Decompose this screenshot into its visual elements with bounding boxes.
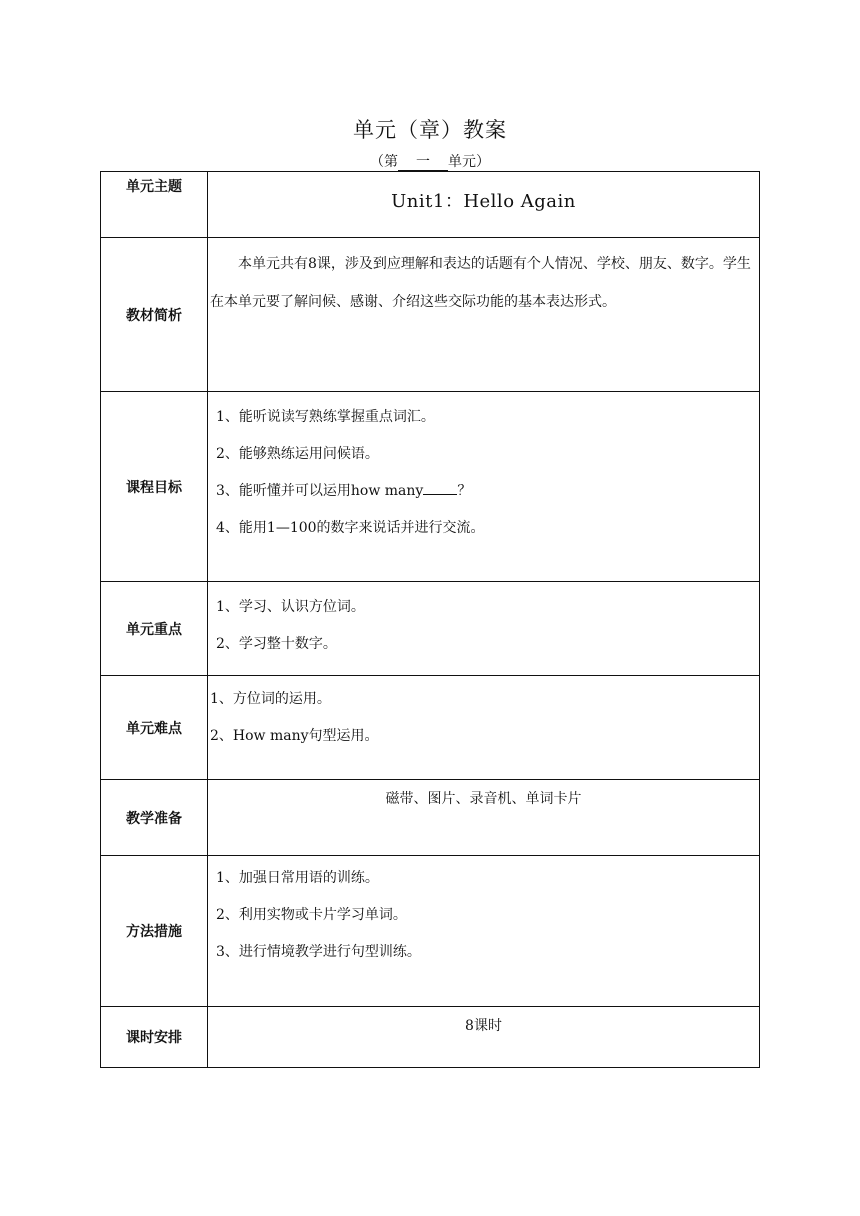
row-schedule	[101, 1007, 760, 1068]
row-key-points	[101, 582, 760, 676]
cell-difficulties	[208, 676, 760, 780]
method-item: 2、利用实物或卡片学习单词。	[216, 907, 407, 923]
label-objectives: 课程目标	[101, 392, 208, 582]
objective-item: 4、能用1—100的数字来说话并进行交流。	[216, 520, 485, 536]
label-preparation: 教学准备	[101, 780, 208, 856]
label-unit-theme: 单元主题	[101, 172, 208, 238]
objectives-list	[208, 392, 759, 547]
cell-unit-theme	[208, 172, 760, 238]
materials-text: 本单元共有8课，涉及到应理解和表达的话题有个人情况、学校、朋友、数字。学生在本单元要了解问候、感谢、介绍这些交际功能的基本表达形式。	[210, 256, 751, 310]
label-schedule: 课时安排	[101, 1007, 208, 1068]
difficulty-item: 2、How many句型运用。	[210, 728, 379, 744]
row-preparation	[101, 780, 760, 856]
method-item: 3、进行情境教学进行句型训练。	[216, 944, 421, 960]
key-point-item: 2、学习整十数字。	[216, 636, 337, 652]
methods-list	[208, 856, 759, 971]
objective-item-text: 3、能听懂并可以运用how many	[216, 483, 424, 499]
label-difficulties: 单元难点	[101, 676, 208, 780]
unit-number-line	[0, 151, 860, 171]
cell-objectives	[208, 392, 760, 582]
row-objectives	[101, 392, 760, 582]
row-unit-theme	[101, 172, 760, 238]
objective-item: 2、能够熟练运用问候语。	[216, 446, 379, 462]
cell-key-points	[208, 582, 760, 676]
schedule-text: 8课时	[465, 1018, 502, 1034]
label-key-points: 单元重点	[101, 582, 208, 676]
cell-methods	[208, 856, 760, 1007]
unit-number-blank: 一	[398, 155, 448, 171]
preparation-text: 磁带、图片、录音机、单词卡片	[385, 791, 582, 807]
objective-item	[216, 473, 759, 510]
cell-preparation	[208, 780, 760, 856]
objective-item: 1、能听说读写熟练掌握重点词汇。	[216, 409, 435, 425]
unit-number-suffix: 单元）	[448, 154, 490, 170]
label-materials: 教材简析	[101, 238, 208, 392]
unit-number-prefix: （第	[370, 154, 398, 170]
unit-title-text: Unit1：Hello Again	[391, 191, 576, 212]
row-difficulties	[101, 676, 760, 780]
method-item: 1、加强日常用语的训练。	[216, 870, 379, 886]
blank-underline	[423, 494, 457, 495]
row-materials	[101, 238, 760, 392]
page-title: 单元（章）教案	[353, 118, 507, 142]
key-point-item: 1、学习、认识方位词。	[216, 599, 365, 615]
label-methods: 方法措施	[101, 856, 208, 1007]
key-points-list	[208, 582, 759, 663]
cell-materials	[208, 238, 760, 392]
objective-item-suffix: ？	[457, 483, 472, 499]
difficulties-list	[208, 676, 759, 755]
difficulty-item: 1、方位词的运用。	[210, 691, 331, 707]
cell-schedule	[208, 1007, 760, 1068]
lesson-plan-table	[100, 171, 760, 1068]
row-methods	[101, 856, 760, 1007]
